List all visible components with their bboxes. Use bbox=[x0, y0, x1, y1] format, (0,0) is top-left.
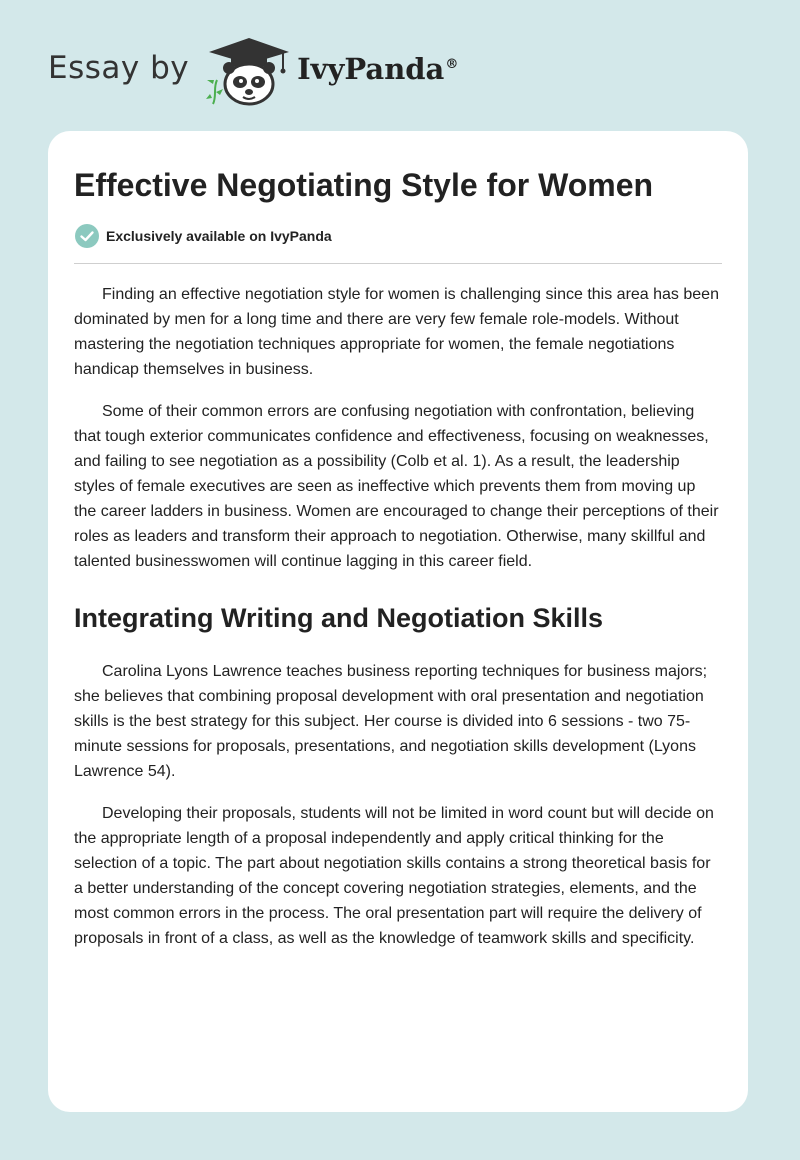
paragraph: Developing their proposals, students will not be limited in word count but will decide on the appropriate length of a proposal independently and apply critical thinking for the selection of a topic. The part about negotiation skills contains a strong theoretical basis for a better understanding of the concept covering negotiation strategies, elements, and the most common errors in the process. The oral presentation part will require the delivery of proposals in front of a class, as well as the knowledge of teamwork skills and specificity. bbox=[74, 805, 714, 947]
exclusive-badge-label: Exclusively available on IvyPanda bbox=[106, 228, 332, 244]
brand-name[interactable]: IvyPanda® bbox=[297, 52, 459, 86]
section-heading: Integrating Writing and Negotiation Skills bbox=[74, 603, 604, 633]
exclusive-badge bbox=[74, 223, 722, 249]
paragraph: Carolina Lyons Lawrence teaches business reporting techniques for business majors; she believes that combining proposal development with oral presentation and negotiation skills is the best strategy for this subject. Her course is divided into 6 sessions - two 75-minute sessions for proposals, presentations, and negotiation skills development (Lyons Lawrence 54). bbox=[74, 663, 708, 780]
article-title: Effective Negotiating Style for Women bbox=[74, 167, 654, 203]
registered-mark: ® bbox=[445, 57, 459, 73]
essay-by-label: Essay by bbox=[48, 50, 190, 86]
paragraph: Some of their common errors are confusing negotiation with confrontation, believing that tough exterior communicates confidence and effectiveness, focusing on weaknesses, and failing to see negotiation as a possibility (Colb et al. 1). As a result, the leadership styles of female executives are seen as ineffective which prevents them from moving up the career ladders in business. Women are encouraged to change their perceptions of their roles as leaders and transform their approach to negotiation. Otherwise, many skillful and talented businesswomen will continue lagging in this career field. bbox=[74, 403, 719, 570]
site-header bbox=[48, 36, 458, 108]
panda-logo-icon[interactable] bbox=[203, 36, 293, 108]
check-circle-icon bbox=[74, 223, 100, 249]
article-card bbox=[48, 131, 748, 1112]
divider bbox=[74, 263, 722, 264]
paragraph: Finding an effective negotiation style for women is challenging since this area has been dominated by men for a long time and there are very few female role-models. Without mastering the negotiation techniques appropriate for women, the female negotiations handicap themselves in business. bbox=[74, 286, 719, 378]
